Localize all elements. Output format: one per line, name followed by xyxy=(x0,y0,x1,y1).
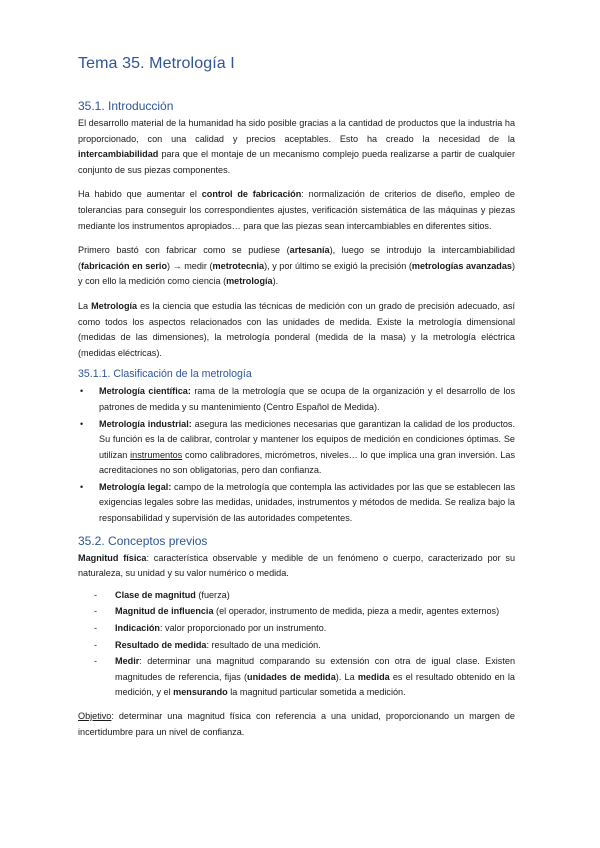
text: campo de la metrología que contempla las actividades por las que se establecen las exigencias legales sobre las medidas, unidades, instrumentos y métodos de medida. Se realiza bajo la responsabilidad y supervisión de las autoridades competentes. xyxy=(99,481,515,524)
bold-term: metrotecnia xyxy=(212,260,265,271)
bold-term: mensurando xyxy=(173,687,228,698)
text: Primero bastó con fabricar como se pudiese ( xyxy=(78,245,290,256)
text: : característica observable y medible de un fenómeno o cuerpo, caracterizado por su naturaleza, su unidad y su valor numérico o medida. xyxy=(78,552,516,579)
paragraph-intercambiabilidad xyxy=(78,116,515,178)
text: ), y por último se exigió la precisión ( xyxy=(264,260,412,271)
list-item xyxy=(78,588,515,604)
list-item xyxy=(78,621,515,637)
text: ) → medir ( xyxy=(167,260,213,271)
dash-marker: - xyxy=(94,656,98,667)
text: : normalización de criterios de diseño, empleo de tolerancias para conseguir los correspondientes ajustes, verificación sistemática de las máquinas y piezas mediante los instrumentos apropiados… para que las piezas sean intercambiables en diferentes sitios. xyxy=(78,189,515,231)
bold-term: Magnitud de influencia xyxy=(115,606,214,617)
list-item xyxy=(78,384,515,415)
bullet-icon: • xyxy=(80,386,84,397)
bold-term: Indicación xyxy=(115,623,160,634)
text: ) y con ello la medición como ciencia ( xyxy=(78,260,516,287)
text: El desarrollo material de la humanidad ha sido posible gracias a la cantidad de productos que la industria ha proporcionado, con una calidad y precios aceptables. Esto ha creado la necesidad de la xyxy=(78,118,515,144)
bold-term: unidades de medida xyxy=(247,671,336,682)
dash-marker: - xyxy=(94,623,98,634)
bold-term: Metrología xyxy=(91,300,138,311)
text: ), luego se introdujo la intercambiabilidad ( xyxy=(78,245,515,271)
text: La xyxy=(78,300,92,311)
bold-term: control de fabricación xyxy=(201,189,302,200)
bullet-icon: • xyxy=(80,481,84,492)
bold-term: Resultado de medida xyxy=(115,639,207,650)
text: : resultado de una medición. xyxy=(206,639,321,650)
bold-term: artesanía xyxy=(289,245,330,256)
text: es el resultado obtenido en la medición, y el xyxy=(115,671,515,698)
bold-term: Clase de magnitud xyxy=(115,589,196,600)
text: es la ciencia que estudia las técnicas de medición con un grado de precisión adecuado, así como todos los aspectos relacionados con las unidades de medida. Existe la metrología dimensional (medidas de las dimensiones), la metrología ponderal (medida de la masa) y la metrología eléctrica (medidas eléctricas). xyxy=(78,300,515,358)
dash-marker: - xyxy=(94,639,98,650)
text: como calibradores, micrómetros, niveles… lo que implica una gran inversión. Las acreditaciones no son obligatorias, pero dan confianza. xyxy=(99,449,515,476)
text: : determinar una magnitud comparando su extensión con otra de igual clase. Existen magnitudes de referencia, fijas ( xyxy=(115,656,515,682)
paragraph-control-fabricacion xyxy=(78,187,515,234)
document-title: Tema 35. Metrología I xyxy=(78,55,235,72)
paragraph-magnitud-fisica xyxy=(78,551,515,582)
underlined-term: Objetivo xyxy=(78,711,112,721)
bold-term: Metrología científica: xyxy=(99,386,191,397)
text: : valor proporcionado por un instrumento. xyxy=(159,623,327,634)
bold-term: fabricación en serio xyxy=(81,260,167,271)
text: ). xyxy=(272,276,279,287)
list-item xyxy=(78,654,515,701)
text: para que el montaje de un mecanismo complejo pueda realizarse a partir de cualquier conjunto de sus piezas componentes. xyxy=(78,149,515,175)
bold-term: metrología xyxy=(226,276,273,287)
list-item xyxy=(78,480,515,527)
text: (fuerza) xyxy=(195,589,230,600)
paragraph-historia xyxy=(78,243,515,290)
section-heading-introduccion: 35.1. Introducción xyxy=(78,99,174,113)
list-item xyxy=(78,604,515,620)
paragraph-objetivo xyxy=(78,709,515,740)
bold-term: Medir xyxy=(115,656,140,667)
dash-marker: - xyxy=(94,606,98,617)
text: ). La xyxy=(335,671,358,682)
text: Ha habido que aumentar el xyxy=(78,189,202,200)
list-item xyxy=(78,638,515,654)
bold-term: medida xyxy=(357,671,390,682)
dash-list-conceptos xyxy=(78,588,515,701)
list-item xyxy=(78,417,515,479)
bold-term: Metrología legal: xyxy=(99,481,172,492)
bold-term: metrologías avanzadas xyxy=(411,260,512,271)
bullet-list-clasificacion xyxy=(78,384,515,526)
bullet-icon: • xyxy=(80,418,84,429)
text: asegura las mediciones necesarias que garantizan la calidad de los productos. Su función es la de calibrar, controlar y mantener los equipos de medición en condiciones óptimas. Se utilizan xyxy=(99,418,515,460)
section-heading-conceptos: 35.2. Conceptos previos xyxy=(78,533,208,548)
dash-marker: - xyxy=(94,589,98,600)
text: la magnitud particular sometida a medición. xyxy=(227,687,406,698)
text: rama de la metrología que se ocupa de la organización y el desarrollo de los patrones de medida y su mantenimiento (Centro Español de Medida). xyxy=(99,386,515,412)
text: (el operador, instrumento de medida, pieza a medir, agentes externos) xyxy=(213,606,500,617)
paragraph-metrologia-definicion xyxy=(78,299,515,361)
bold-term: Metrología industrial: xyxy=(99,418,192,429)
text: : determinar una magnitud física con referencia a una unidad, proporcionando un margen de incertidumbre para un nivel de confianza. xyxy=(78,711,515,737)
underlined-term: instrumentos xyxy=(130,449,183,460)
document-body xyxy=(78,98,515,749)
bold-term: intercambiabilidad xyxy=(78,149,159,160)
bold-term: Magnitud física xyxy=(78,552,147,563)
subsection-heading-clasificacion: 35.1.1. Clasificación de la metrología xyxy=(78,368,252,381)
